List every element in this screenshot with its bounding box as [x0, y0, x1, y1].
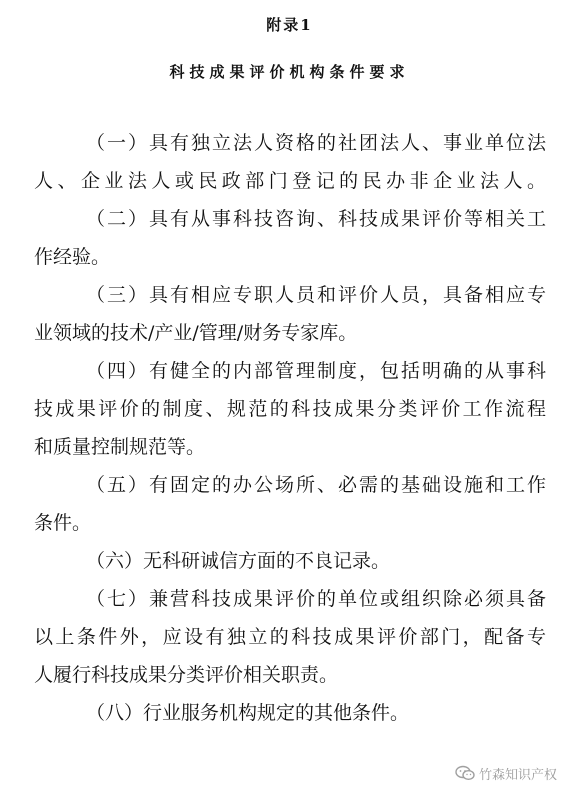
document-body [34, 124, 546, 732]
watermark [455, 762, 557, 784]
body-line: （七）兼营科技成果评价的单位或组织除必须具备 [86, 588, 546, 610]
body-line: （二）具有从事科技咨询、科技成果评价等相关工 [86, 208, 546, 230]
body-line: （六）无科研诚信方面的不良记录。 [86, 550, 391, 572]
wechat-icon [455, 765, 475, 781]
appendix-label: 附录1 [266, 16, 313, 34]
body-line: 人履行科技成果分类评价相关职责。 [34, 664, 339, 686]
body-line: 业领域的技术/产业/管理/财务专家库。 [34, 322, 358, 344]
body-line: （一）具有独立法人资格的社团法人、事业单位法 [86, 132, 546, 154]
watermark-text: 竹森知识产权 [479, 767, 558, 783]
body-line: （五）有固定的办公场所、必需的基础设施和工作 [86, 474, 546, 496]
body-line: 以上条件外，应设有独立的科技成果评价部门，配备专 [34, 626, 546, 648]
body-line: 作经验。 [34, 246, 111, 268]
document-title: 科技成果评价机构条件要求 [169, 63, 410, 81]
body-line: 技成果评价的制度、规范的科技成果分类评价工作流程 [34, 398, 546, 420]
body-line: 人、企业法人或民政部门登记的民办非企业法人。 [34, 170, 546, 192]
body-line: （四）有健全的内部管理制度，包括明确的从事科 [86, 360, 546, 382]
body-line: （八）行业服务机构规定的其他条件。 [86, 702, 410, 724]
body-line: 条件。 [34, 512, 92, 534]
body-line: （三）具有相应专职人员和评价人员，具备相应专 [86, 284, 546, 306]
body-line: 和质量控制规范等。 [34, 436, 206, 458]
